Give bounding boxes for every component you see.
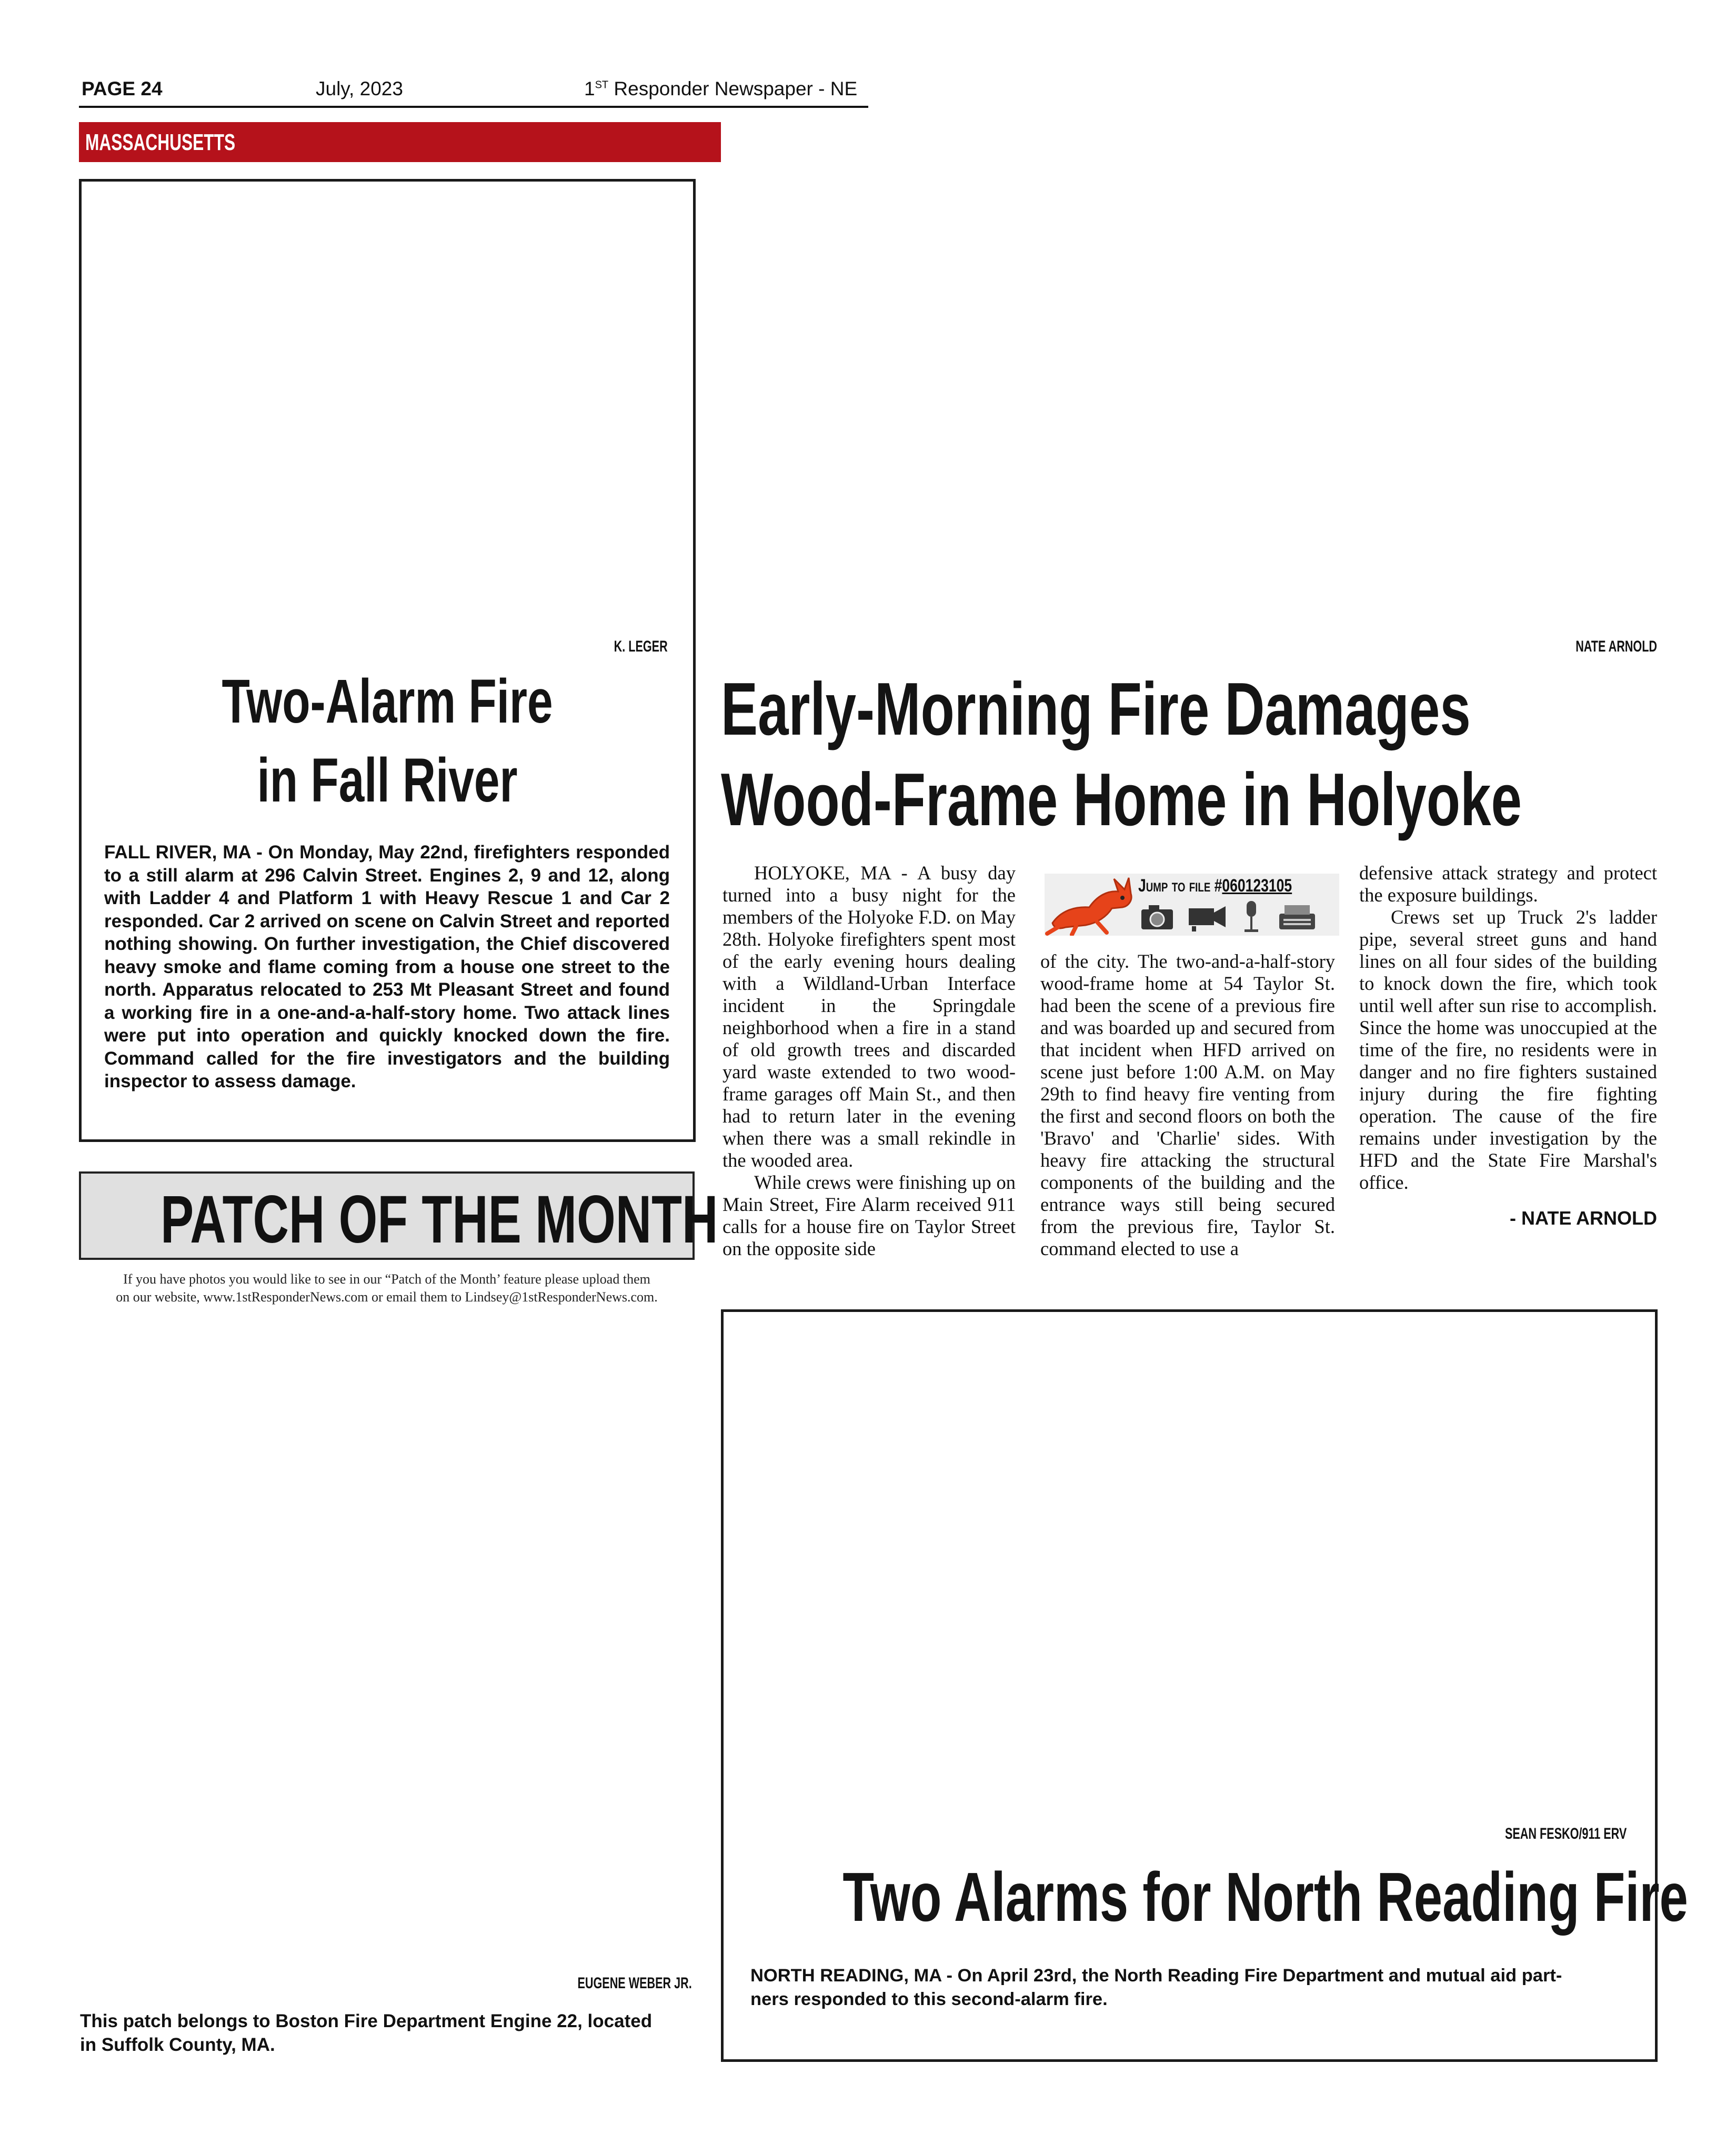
jump-label-text: Jump to file #	[1138, 876, 1222, 896]
publication-title: Responder Newspaper - NE	[608, 78, 858, 99]
holyoke-column-2	[1040, 950, 1335, 1260]
patch-caption	[80, 2009, 652, 2057]
patch-caption-line1: This patch belongs to Boston Fire Department Engine 22, located	[80, 2011, 653, 2031]
north-reading-body-line1: NORTH READING, MA - On April 23rd, the North Reading Fire Department and mutual aid part-	[750, 1966, 1562, 1986]
patch-note-line1: If you have photos you would like to see in our “Patch of the Month’ feature please upload them	[123, 1271, 650, 1287]
typewriter-icon	[1276, 901, 1318, 933]
publication-prefix: 1	[584, 78, 595, 99]
holyoke-byline: - NATE ARNOLD	[1510, 1207, 1657, 1229]
fall-river-headline-line1: Two-Alarm Fire	[222, 667, 553, 736]
patch-of-the-month-banner	[79, 1171, 718, 1260]
photo-credit-sean-fesko: SEAN FESKO/911 ERV	[1504, 1825, 1627, 1842]
section-band	[79, 122, 721, 162]
publication-name	[584, 78, 857, 100]
section-title: MASSACHUSETTS	[85, 129, 236, 155]
video-camera-icon	[1186, 901, 1228, 933]
north-reading-headline-text: Two Alarms for North Reading Fire	[842, 1858, 1688, 1936]
jump-to-file-box[interactable]	[1045, 874, 1339, 936]
holyoke-paragraph-3: of the city. The two-and-a-half-story wood-frame home at 54 Taylor St. had been the scene of a previous fire and was boarded up and secured from that incident when HFD arrived on scene just before 1:00 A.M. on May 29th to find heavy fire venting from the first and second floors on both the 'Bravo' and 'Charlie' sides. With heavy fire attacking the structural components of the building and the entrance ways still being secured from the previous fire, Taylor St. command elected to use a	[1040, 950, 1335, 1259]
north-reading-body-line2: ners responded to this second-alarm fire.	[750, 1989, 1108, 2009]
microphone-icon	[1238, 899, 1265, 934]
holyoke-paragraph-2: While crews were finishing up on Main Street, Fire Alarm received 911 calls for a house fire on Taylor Street on the opposite side	[723, 1171, 1016, 1259]
north-reading-headline	[721, 1858, 1688, 1937]
holyoke-paragraph-4: defensive attack strategy and protect the exposure buildings.	[1359, 862, 1657, 906]
holyoke-paragraph-1: HOLYOKE, MA - A busy day turned into a busy night for the members of the Holyoke F.D. on May 28th. Holyoke firefighters spent most of the early evening hours dealing with a Wildland-Urban Interface incident in the Springdale neighborhood when a fire in a stand of old growth trees and discarded yard waste extended to two wood-frame garages off Main St., and then had to return later in the evening when there was a small rekindle in the wooded area.	[723, 862, 1016, 1171]
camera-icon	[1139, 901, 1176, 933]
jump-file-number[interactable]: 060123105	[1222, 876, 1292, 896]
holyoke-paragraph-5: Crews set up Truck 2's ladder pipe, several street guns and hand lines on all four sides of the building to knock down the fire, which took until well after sun rise to accomplish. Since the home was unoccupied at the time of the fire, no residents were in danger and no fire fighters sustained injury during the fire fighting operation. The cause of the fire remains under investigation by the HFD and the State Fire Marshal's office.	[1359, 906, 1657, 1193]
north-reading-article-body	[750, 1964, 1562, 2011]
issue-date: July, 2023	[316, 78, 403, 99]
holyoke-column-1	[723, 862, 1016, 1260]
north-reading-story-box	[721, 1309, 1688, 2062]
fall-river-headline	[79, 662, 696, 820]
holyoke-headline	[721, 664, 1736, 845]
photo-credit-eugene-weber: EUGENE WEBER JR.	[577, 1975, 692, 1992]
fall-river-headline-line2: in Fall River	[257, 746, 518, 815]
patch-note-line2: on our website, www.1stResponderNews.com or email them to Lindsey@1stResponderNews.com.	[116, 1289, 658, 1305]
patch-of-the-month-title: PATCH OF THE MONTH	[160, 1182, 718, 1257]
photo-credit-k-leger: K. LEGER	[614, 638, 668, 655]
jump-to-file-label	[1138, 876, 1338, 896]
holyoke-column-3	[1359, 862, 1657, 1229]
holyoke-headline-line1: Early-Morning Fire Damages	[721, 667, 1471, 751]
holyoke-headline-line2: Wood-Frame Home in Holyoke	[721, 758, 1522, 841]
photo-credit-nate-arnold: NATE ARNOLD	[1576, 638, 1657, 655]
fall-river-article-body: FALL RIVER, MA - On Monday, May 22nd, firefighters responded to a still alarm at 296 Calvin Street. Engines 2, 9 and 12, along with Ladder 4 and Platform 1 with Heavy Rescue 1 and Car 2 responded. Car 2 arrived on scene on Calvin Street and reported nothing showing. On further investigation, the Chief discovered heavy smoke and flame coming from a house one street to the north. Apparatus relocated to 253 Mt Pleasant Street and found a working fire in a one-and-a-half-story home. Two attack lines were put into operation and quickly knocked down the fire. Command called for the fire investigators and the building inspector to assess damage.	[104, 842, 670, 1091]
header-rule	[79, 106, 868, 108]
rabbit-icon	[1045, 875, 1134, 936]
page-number: PAGE 24	[82, 78, 163, 99]
patch-submission-note	[74, 1270, 700, 1306]
patch-caption-line2: in Suffolk County, MA.	[80, 2035, 275, 2055]
publication-superscript: ST	[595, 79, 609, 91]
